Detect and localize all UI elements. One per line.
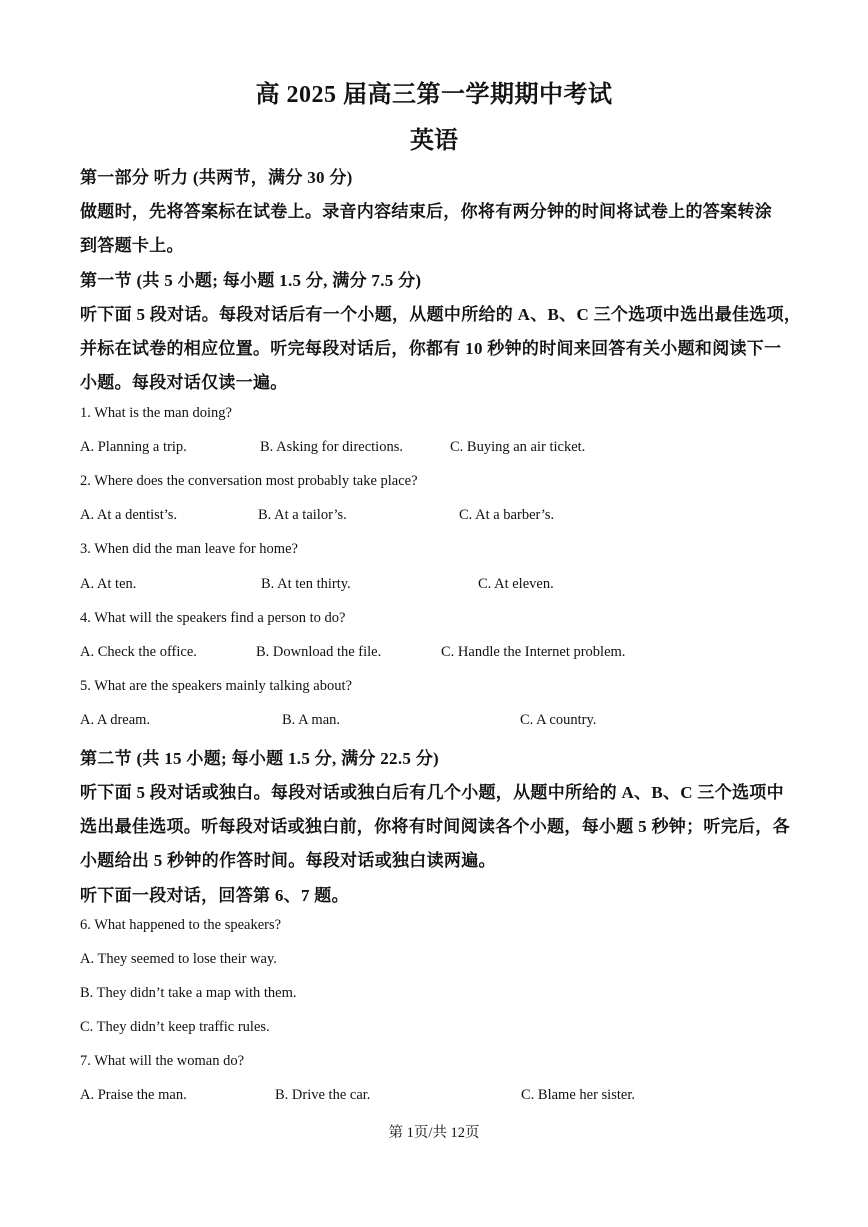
- option-b: B. At ten thirty.: [261, 576, 351, 592]
- option-a: A. Planning a trip.: [80, 439, 187, 455]
- question-stem: 5. What are the speakers mainly talking about?: [80, 678, 352, 694]
- option-c: C. Buying an air ticket.: [450, 439, 586, 455]
- option-a: A. Praise the man.: [80, 1087, 187, 1103]
- part1-heading: 第一部分 听力 (共两节，满分 30 分): [80, 168, 353, 187]
- part1-instruction-line: 做题时，先将答案标在试卷上。录音内容结束后，你将有两分钟的时间将试卷上的答案转涂: [80, 202, 772, 221]
- subject-title: 英语: [410, 128, 458, 154]
- option-a: A. At a dentist’s.: [80, 507, 178, 523]
- option-c: C. At a barber’s.: [459, 507, 555, 523]
- question-stem: 4. What will the speakers find a person to do?: [80, 610, 346, 626]
- page-title: 高 2025 届高三第一学期期中考试: [255, 82, 613, 108]
- part1-instruction-line: 到答题卡上。: [80, 236, 184, 255]
- option-a: A. Check the office.: [80, 644, 197, 660]
- section1-instruction-line: 听下面 5 段对话。每段对话后有一个小题，从题中所给的 A、B、C 三个选项中选出最佳选项，: [80, 305, 802, 324]
- option-b: B. Download the file.: [256, 644, 382, 660]
- option-b: B. A man.: [282, 712, 341, 728]
- option-c: C. Handle the Internet problem.: [441, 644, 626, 660]
- section2-instruction-line: 听下面 5 段对话或独白。每段对话或独白后有几个小题，从题中所给的 A、B、C 三个选项中: [80, 783, 784, 802]
- section1-heading: 第一节 (共 5 小题; 每小题 1.5 分, 满分 7.5 分): [80, 271, 422, 290]
- question-stem: 7. What will the woman do?: [80, 1053, 245, 1069]
- section2-instruction-line: 小题给出 5 秒钟的作答时间。每段对话或独白读两遍。: [80, 851, 496, 870]
- question-stem: 1. What is the man doing?: [80, 405, 232, 421]
- group-intro: 听下面一段对话，回答第 6、7 题。: [80, 886, 349, 905]
- option-b: B. At a tailor’s.: [258, 507, 347, 523]
- question-stem: 2. Where does the conversation most probably take place?: [80, 473, 418, 489]
- section1-instruction-line: 并标在试卷的相应位置。听完每段对话后，你都有 10 秒钟的时间来回答有关小题和阅读下一: [80, 339, 782, 358]
- page-number: 第 1页/共 12页: [388, 1125, 480, 1141]
- option-a: A. They seemed to lose their way.: [80, 951, 277, 967]
- option-c: C. At eleven.: [478, 576, 554, 592]
- section2-instruction-line: 选出最佳选项。听每段对话或独白前，你将有时间阅读各个小题，每小题 5 秒钟；听完后，各: [80, 817, 790, 836]
- question-stem: 3. When did the man leave for home?: [80, 541, 298, 557]
- option-c: C. A country.: [520, 712, 597, 728]
- section2-heading: 第二节 (共 15 小题; 每小题 1.5 分, 满分 22.5 分): [80, 749, 439, 768]
- option-b: B. Asking for directions.: [260, 439, 403, 455]
- option-a: A. A dream.: [80, 712, 151, 728]
- option-b: B. They didn’t take a map with them.: [80, 985, 297, 1001]
- option-c: C. Blame her sister.: [521, 1087, 635, 1103]
- option-c: C. They didn’t keep traffic rules.: [80, 1019, 270, 1035]
- section1-instruction-line: 小题。每段对话仅读一遍。: [80, 373, 288, 392]
- question-stem: 6. What happened to the speakers?: [80, 917, 282, 933]
- option-a: A. At ten.: [80, 576, 137, 592]
- option-b: B. Drive the car.: [275, 1087, 371, 1103]
